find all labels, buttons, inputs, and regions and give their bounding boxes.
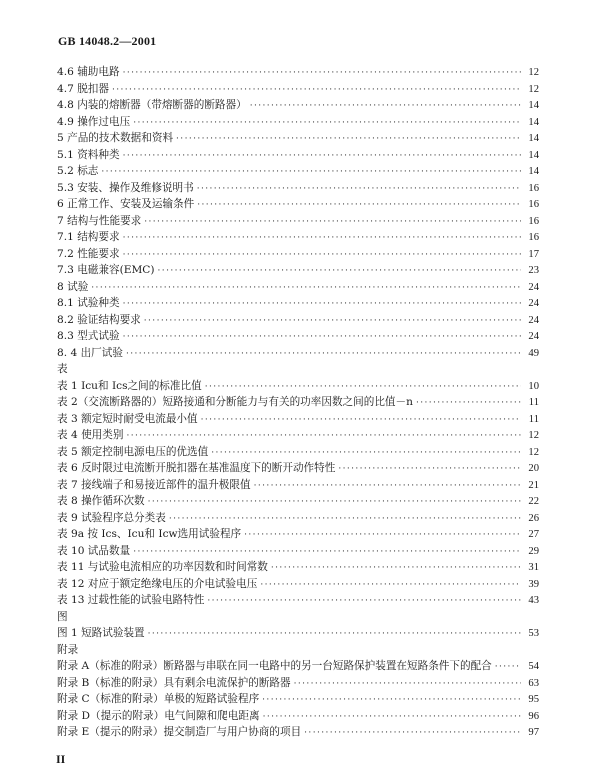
toc-entry-title: 4.7 脱扣器 bbox=[57, 82, 109, 95]
toc-leader-dots bbox=[211, 445, 521, 462]
toc-entry-page: 53 bbox=[528, 628, 539, 639]
toc-leader-dots bbox=[271, 560, 521, 577]
toc-entry-page: 24 bbox=[528, 314, 539, 326]
toc-entry-page: 97 bbox=[528, 727, 539, 738]
toc-leader-dots bbox=[338, 461, 521, 478]
toc-leader-dots bbox=[176, 131, 521, 148]
toc-leader-dots bbox=[304, 725, 521, 742]
toc-entry-page: 12 bbox=[528, 430, 539, 441]
toc-entry-title: 7.1 结构要求 bbox=[57, 231, 120, 243]
toc-entry bbox=[57, 295, 539, 312]
toc-leader-dots bbox=[144, 313, 521, 330]
toc-leader-dots bbox=[294, 676, 521, 693]
toc-entry-title: 图 1 短路试验装置 bbox=[57, 627, 145, 639]
toc-entry-title: 6 正常工作、安装及运输条件 bbox=[57, 198, 195, 210]
toc-entry-title: 附录 D（提示的附录）电气间隙和爬电距离 bbox=[57, 709, 260, 722]
toc-entry bbox=[57, 163, 539, 180]
toc-entry-title: 5.3 安装、操作及维修说明书 bbox=[57, 181, 194, 194]
toc-entry-title: 表 5 额定控制电源电压的优选值 bbox=[57, 445, 209, 458]
toc-leader-dots bbox=[123, 329, 521, 346]
toc-leader-dots bbox=[123, 230, 521, 247]
toc-entry bbox=[57, 460, 539, 477]
toc-leader-dots bbox=[250, 98, 521, 115]
toc-entry-page: 21 bbox=[528, 479, 539, 491]
toc-entry-title: 表 12 对应于额定绝缘电压的介电试验电压 bbox=[57, 577, 258, 590]
toc-entry bbox=[57, 345, 539, 362]
toc-leader-dots bbox=[244, 527, 521, 544]
toc-leader-dots bbox=[197, 181, 521, 198]
toc-leader-dots bbox=[158, 263, 521, 280]
toc-entry-title: 7 结构与性能要求 bbox=[57, 214, 142, 227]
toc-entry-page: 26 bbox=[528, 512, 539, 524]
toc-entry bbox=[57, 213, 539, 230]
page-number: II bbox=[56, 752, 66, 766]
toc-entry bbox=[57, 444, 539, 461]
toc-entry-title: 4.9 操作过电压 bbox=[57, 115, 131, 128]
toc-entry bbox=[57, 493, 539, 510]
toc-entry-title: 附录 A（标准的附录）断路器与串联在同一电路中的另一台短路保护装置在短路条件下的配合 bbox=[57, 660, 492, 672]
toc-entry-title: 表 2（交流断路器的）短路接通和分断能力与有关的功率因数之间的比值－n bbox=[57, 396, 413, 408]
toc-leader-dots bbox=[112, 82, 521, 99]
toc-entry-page: 24 bbox=[528, 281, 539, 293]
toc-leader-dots bbox=[254, 478, 521, 495]
toc-entry bbox=[57, 427, 539, 444]
toc-entry-title: 附录 E（提示的附录）提交制造厂与用户协商的项目 bbox=[57, 726, 302, 738]
toc-entry bbox=[57, 378, 539, 395]
toc-entry-page: 16 bbox=[528, 199, 539, 210]
toc-leader-dots bbox=[495, 659, 521, 676]
toc-entry-page: 14 bbox=[528, 149, 539, 161]
toc-entry bbox=[57, 411, 539, 428]
toc-entry-page: 20 bbox=[528, 463, 539, 474]
toc-entry bbox=[57, 328, 539, 345]
toc-entry bbox=[57, 691, 539, 708]
toc-entry-title: 附录 C（标准的附录）单极的短路试验程序 bbox=[57, 693, 260, 705]
toc-entry bbox=[57, 576, 539, 593]
toc-leader-dots bbox=[263, 709, 521, 726]
toc-leader-dots bbox=[133, 115, 521, 132]
toc-entry bbox=[57, 130, 539, 147]
toc-leader-dots bbox=[91, 280, 521, 297]
toc-entry-page: 14 bbox=[528, 100, 539, 111]
toc-entry-page: 14 bbox=[528, 133, 539, 144]
toc-entry-title: 5.1 资料种类 bbox=[57, 148, 120, 161]
toc-entry bbox=[57, 543, 539, 560]
toc-entry-title: 表 10 试品数量 bbox=[57, 544, 131, 557]
toc-leader-dots bbox=[101, 164, 521, 181]
toc-entry-title: 表 11 与试验电流相应的功率因数和时间常数 bbox=[57, 561, 268, 573]
toc-leader-dots bbox=[260, 577, 521, 594]
toc-entry-page: 16 bbox=[528, 182, 539, 194]
toc-entry-page: 24 bbox=[528, 298, 539, 309]
table-of-contents bbox=[57, 64, 539, 741]
toc-entry-title: 7.3 电磁兼容(EMC) bbox=[57, 264, 155, 276]
toc-entry-page: 96 bbox=[528, 710, 539, 722]
toc-entry bbox=[57, 361, 539, 378]
toc-entry bbox=[57, 262, 539, 279]
toc-leader-dots bbox=[148, 626, 521, 643]
toc-entry-title: 图 bbox=[57, 610, 68, 623]
toc-entry bbox=[57, 312, 539, 329]
toc-leader-dots bbox=[126, 428, 521, 445]
toc-entry bbox=[57, 510, 539, 527]
toc-leader-dots bbox=[123, 148, 521, 165]
toc-leader-dots bbox=[144, 214, 521, 231]
toc-entry-page: 23 bbox=[528, 265, 539, 276]
toc-entry bbox=[57, 724, 539, 741]
toc-entry bbox=[57, 147, 539, 164]
toc-entry-title: 8 试验 bbox=[57, 280, 89, 293]
toc-leader-dots bbox=[205, 379, 521, 396]
toc-entry-title: 7.2 性能要求 bbox=[57, 247, 120, 260]
toc-leader-dots bbox=[197, 197, 521, 214]
toc-leader-dots bbox=[207, 593, 521, 610]
toc-leader-dots bbox=[201, 412, 521, 429]
toc-entry bbox=[57, 279, 539, 296]
toc-entry-page: 54 bbox=[528, 661, 539, 672]
toc-entry bbox=[57, 609, 539, 626]
toc-entry bbox=[57, 642, 539, 659]
standard-number: GB 14048.2—2001 bbox=[58, 34, 157, 48]
toc-entry-page: 11 bbox=[528, 397, 539, 408]
toc-entry-page: 43 bbox=[528, 595, 539, 606]
toc-entry-page: 12 bbox=[528, 67, 539, 78]
toc-entry bbox=[57, 180, 539, 197]
toc-entry-title: 表 9 试验程序总分类表 bbox=[57, 511, 166, 524]
toc-entry bbox=[57, 196, 539, 213]
toc-entry bbox=[57, 675, 539, 692]
toc-entry-page: 31 bbox=[528, 562, 539, 573]
toc-leader-dots bbox=[416, 395, 521, 412]
toc-entry-title: 5 产品的技术数据和资料 bbox=[57, 132, 174, 144]
toc-entry bbox=[57, 658, 539, 675]
toc-leader-dots bbox=[133, 544, 521, 561]
toc-leader-dots bbox=[123, 65, 521, 82]
toc-entry-page: 12 bbox=[528, 83, 539, 95]
toc-entry bbox=[57, 81, 539, 98]
toc-entry-title: 表 6 反时限过电流断开脱扣器在基准温度下的断开动作特性 bbox=[57, 462, 336, 474]
toc-entry-page: 29 bbox=[528, 545, 539, 557]
toc-entry-title: 表 7 接线端子和易接近部件的温升极限值 bbox=[57, 478, 251, 491]
toc-leader-dots bbox=[262, 692, 521, 709]
toc-entry bbox=[57, 114, 539, 131]
toc-leader-dots bbox=[126, 346, 521, 363]
toc-entry-title: 8.2 验证结构要求 bbox=[57, 313, 141, 326]
toc-entry-title: 4.6 辅助电路 bbox=[57, 66, 120, 78]
toc-entry-page: 17 bbox=[528, 248, 539, 260]
toc-leader-dots bbox=[123, 296, 521, 313]
toc-entry-title: 5.2 标志 bbox=[57, 165, 99, 177]
toc-leader-dots bbox=[148, 494, 521, 511]
toc-entry bbox=[57, 625, 539, 642]
toc-entry bbox=[57, 592, 539, 609]
toc-entry-title: 表 3 额定短时耐受电流最小值 bbox=[57, 412, 198, 425]
toc-entry-page: 27 bbox=[528, 529, 539, 540]
toc-leader-dots bbox=[123, 247, 521, 264]
toc-entry-page: 39 bbox=[528, 578, 539, 590]
toc-entry bbox=[57, 229, 539, 246]
toc-entry-title: 表 4 使用类别 bbox=[57, 429, 124, 441]
toc-entry-page: 12 bbox=[528, 446, 539, 458]
toc-entry-page: 22 bbox=[528, 496, 539, 507]
toc-leader-dots bbox=[169, 511, 521, 528]
toc-entry-page: 63 bbox=[528, 677, 539, 689]
toc-entry-title: 附录 bbox=[57, 643, 79, 656]
toc-entry-page: 16 bbox=[528, 215, 539, 227]
toc-entry bbox=[57, 97, 539, 114]
toc-entry bbox=[57, 708, 539, 725]
toc-entry bbox=[57, 477, 539, 494]
toc-entry-page: 14 bbox=[528, 116, 539, 128]
toc-entry-page: 49 bbox=[528, 347, 539, 359]
toc-entry bbox=[57, 64, 539, 81]
toc-entry bbox=[57, 246, 539, 263]
toc-entry-page: 95 bbox=[528, 694, 539, 705]
toc-entry-title: 表 8 操作循环次数 bbox=[57, 495, 145, 507]
toc-entry-page: 16 bbox=[528, 232, 539, 243]
toc-entry-title: 表 bbox=[57, 363, 68, 375]
toc-entry-title: 8.3 型式试验 bbox=[57, 330, 120, 342]
toc-entry bbox=[57, 394, 539, 411]
toc-entry-title: 8. 4 出厂试验 bbox=[57, 346, 123, 359]
toc-entry-title: 表 9a 按 Ics、Icu和 Icw选用试验程序 bbox=[57, 528, 242, 540]
toc-entry-page: 14 bbox=[528, 166, 539, 177]
toc-entry-title: 表 13 过载性能的试验电路特性 bbox=[57, 594, 205, 606]
toc-entry-page: 10 bbox=[528, 380, 539, 392]
toc-entry-title: 附录 B（标准的附录）具有剩余电流保护的断路器 bbox=[57, 676, 291, 689]
toc-entry-title: 4.8 内装的熔断器（带熔断器的断路器） bbox=[57, 99, 247, 111]
toc-entry-page: 11 bbox=[528, 413, 539, 425]
toc-entry bbox=[57, 559, 539, 576]
toc-entry-title: 表 1 Icu和 Ics之间的标准比值 bbox=[57, 379, 202, 392]
toc-entry-title: 8.1 试验种类 bbox=[57, 297, 120, 309]
toc-entry bbox=[57, 526, 539, 543]
toc-entry-page: 24 bbox=[528, 331, 539, 342]
